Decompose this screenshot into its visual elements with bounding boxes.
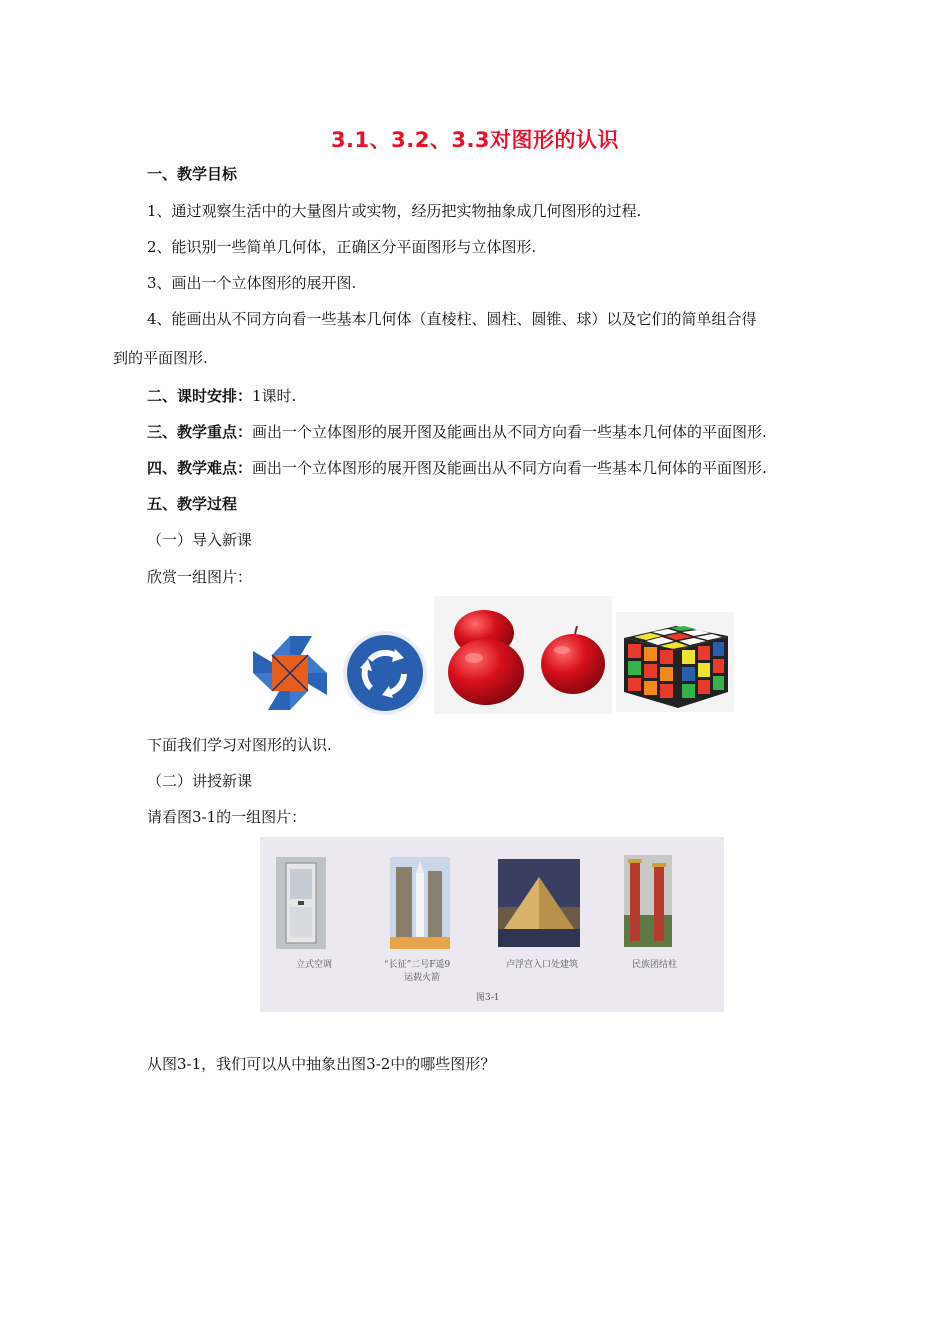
difficulties-text: 画出一个立体图形的展开图及能画出从不同方向看一些基本几何体的平面图形. [252,459,767,477]
goal-item-3: 3、画出一个立体图形的展开图. [147,274,357,292]
schedule-text: 1课时. [252,387,297,405]
section2-heading: 二、课时安排： [147,387,253,405]
goal-item-4: 4、能画出从不同方向看一些基本几何体（直棱柱、圆柱、圆锥、球）以及它们的简单组合得 [147,310,757,328]
unity-column-photo [624,855,672,947]
caption-rocket-line1: “长征”二号F遥9 [384,960,451,970]
appreciate-text: 欣赏一组图片： [147,568,253,586]
look-text: 请看图3-1的一组图片： [147,808,307,826]
page-title: 3.1、3.2、3.3对图形的认识 [330,128,620,152]
goal-item-2: 2、能识别一些简单几何体，正确区分平面图形与立体图形. [147,238,537,256]
apples-image [434,596,612,714]
section3-heading: 三、教学重点： [147,423,253,441]
rubiks-cube-image [616,612,734,712]
key-points-text: 画出一个立体图形的展开图及能画出从不同方向看一些基本几何体的平面图形. [252,423,767,441]
pinwheel-image [248,632,332,714]
goal-item-4-continued: 到的平面图形. [113,349,208,367]
caption-column: 民族团结柱 [632,960,678,970]
caption-air-conditioner: 立式空调 [296,960,333,970]
caption-rocket-line2: 运载火箭 [404,973,441,983]
air-conditioner-photo [276,857,326,949]
key-points-line [147,421,767,442]
difficulties-line [147,457,767,478]
section4-heading: 四、教学难点： [147,459,253,477]
caption-louvre: 卢浮宫入口处建筑 [506,960,579,970]
rocket-photo [390,857,450,949]
roundabout-sign-image [338,630,432,716]
question-text: 从图3-1，我们可以从中抽象出图3-2中的哪些图形？ [147,1055,496,1073]
schedule-line [147,385,296,406]
subsection-intro: （一）导入新课 [147,531,253,549]
section5-heading: 五、教学过程 [147,495,238,513]
goal-item-1: 1、通过观察生活中的大量图片或实物，经历把实物抽象成几何图形的过程. [147,202,642,220]
subsection-teaching: （二）讲授新课 [147,772,253,790]
section1-heading: 一、教学目标 [147,165,238,183]
louvre-pyramid-photo [498,859,580,947]
figure-label: 图3-1 [476,993,500,1003]
learn-text: 下面我们学习对图形的认识. [147,736,332,754]
figure-3-1 [260,837,724,1012]
